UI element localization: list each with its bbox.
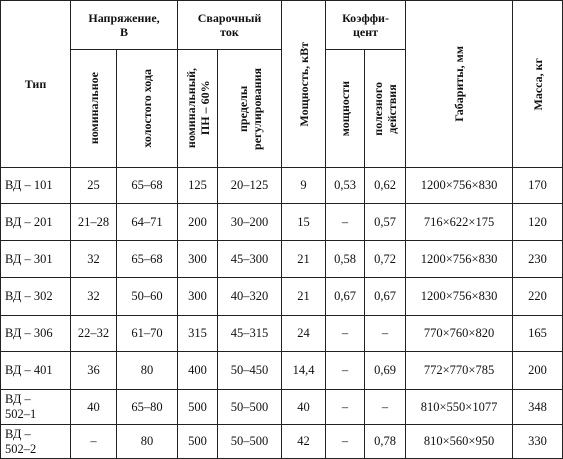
cell-coef-power: – — [326, 390, 365, 425]
header-coef-eff-text — [371, 82, 399, 136]
header-nominal-pn-text — [184, 68, 212, 148]
cell-mass: 165 — [513, 316, 563, 352]
cell-coef-power: – — [326, 352, 365, 390]
cell-coef-power: – — [326, 204, 365, 241]
cell-mass: 120 — [513, 204, 563, 241]
header-voltage — [71, 1, 178, 50]
cell-type: ВД – 301 — [1, 241, 71, 278]
header-voltage-line1: Напряжение, — [88, 11, 160, 25]
cell-idle-voltage: 65–68 — [117, 241, 178, 278]
cell-mass: 330 — [513, 425, 563, 459]
cell-coef-power: 0,53 — [326, 168, 365, 204]
cell-current-limits: 30–200 — [218, 204, 282, 241]
cell-type-line2: 502–1 — [5, 407, 37, 421]
cell-current-limits: 50–500 — [218, 425, 282, 459]
table-row — [1, 278, 563, 316]
cell-current-limits: 50–500 — [218, 390, 282, 425]
cell-coef-efficiency: 0,57 — [365, 204, 406, 241]
header-nominal — [71, 50, 117, 168]
cell-nominal-voltage: 36 — [71, 352, 117, 390]
cell-nominal-voltage: 32 — [71, 241, 117, 278]
cell-dimensions: 716×622×175 — [406, 204, 513, 241]
cell-mass: 348 — [513, 390, 563, 425]
header-type: Тип — [1, 1, 71, 168]
cell-dimensions: 810×550×1077 — [406, 390, 513, 425]
cell-coef-efficiency: 0,67 — [365, 278, 406, 316]
cell-coef-efficiency: 0,69 — [365, 352, 406, 390]
cell-type-line1: ВД – — [5, 392, 31, 406]
cell-nominal-current: 125 — [178, 168, 218, 204]
cell-idle-voltage: 65–80 — [117, 390, 178, 425]
cell-nominal-current: 500 — [178, 390, 218, 425]
cell-power: 42 — [282, 425, 326, 459]
cell-power: 9 — [282, 168, 326, 204]
cell-dimensions: 1200×756×830 — [406, 278, 513, 316]
cell-coef-power: – — [326, 425, 365, 459]
cell-nominal-current: 315 — [178, 316, 218, 352]
cell-nominal-current: 500 — [178, 425, 218, 459]
cell-type: ВД – 401 — [1, 352, 71, 390]
cell-power: 40 — [282, 390, 326, 425]
header-coef-power-text: мощности — [338, 80, 353, 137]
cell-power: 21 — [282, 278, 326, 316]
cell-nominal-voltage: 21–28 — [71, 204, 117, 241]
header-nominal-pn — [178, 50, 218, 168]
header-dimensions — [406, 1, 513, 168]
cell-power: 15 — [282, 204, 326, 241]
cell-coef-power: – — [326, 316, 365, 352]
cell-idle-voltage: 64–71 — [117, 204, 178, 241]
cell-nominal-current: 400 — [178, 352, 218, 390]
cell-type-line2: 502–2 — [5, 441, 37, 456]
cell-dimensions: 770×760×820 — [406, 316, 513, 352]
header-welding-current — [178, 1, 282, 50]
header-voltage-line2: В — [119, 25, 128, 39]
header-dimensions-text: Габариты, мм — [452, 46, 467, 122]
cell-idle-voltage: 80 — [117, 352, 178, 390]
header-limits — [218, 50, 282, 168]
cell-coef-power: 0,58 — [326, 241, 365, 278]
cell-power: 14,4 — [282, 352, 326, 390]
table-row — [1, 390, 563, 425]
table-row — [1, 241, 563, 278]
cell-coef-efficiency: 0,72 — [365, 241, 406, 278]
cell-dimensions: 772×770×785 — [406, 352, 513, 390]
cell-coef-efficiency: 0,62 — [365, 168, 406, 204]
cell-nominal-voltage: 32 — [71, 278, 117, 316]
header-nominal-text: номинальное — [86, 72, 101, 145]
cell-dimensions: 1200×756×830 — [406, 168, 513, 204]
header-coef-power — [326, 50, 365, 168]
cell-idle-voltage: 80 — [117, 425, 178, 459]
cell-idle-voltage: 65–68 — [117, 168, 178, 204]
cell-current-limits: 45–315 — [218, 316, 282, 352]
header-coef-efficiency — [365, 50, 406, 168]
cell-current-limits: 50–450 — [218, 352, 282, 390]
cell-nominal-voltage: 25 — [71, 168, 117, 204]
cell-power: 24 — [282, 316, 326, 352]
cell-dimensions: 1200×756×830 — [406, 241, 513, 278]
header-limits-line2: регулирования — [249, 67, 264, 150]
header-mass-text: Масса, кг — [530, 57, 545, 111]
cell-type-line1: ВД – — [5, 426, 31, 441]
cell-nominal-current: 300 — [178, 241, 218, 278]
cell-type — [1, 390, 71, 425]
cell-mass: 220 — [513, 278, 563, 316]
cell-power: 21 — [282, 241, 326, 278]
cell-dimensions: 810×560×950 — [406, 425, 513, 459]
table-row — [1, 168, 563, 204]
header-power-text: Мощность, кВт — [296, 41, 311, 127]
header-mass — [513, 1, 563, 168]
header-coef-line1: Коэффи- — [342, 11, 389, 25]
header-limits-text — [236, 68, 264, 150]
cell-type: ВД – 201 — [1, 204, 71, 241]
table-row — [1, 204, 563, 241]
cell-current-limits: 45–300 — [218, 241, 282, 278]
cell-nominal-current: 300 — [178, 278, 218, 316]
cell-mass: 170 — [513, 168, 563, 204]
table-row — [1, 352, 563, 390]
header-current-line1: Сварочный — [197, 11, 262, 25]
cell-type: ВД – 306 — [1, 316, 71, 352]
cell-coef-efficiency: – — [365, 390, 406, 425]
cell-current-limits: 40–320 — [218, 278, 282, 316]
cell-idle-voltage: 50–60 — [117, 278, 178, 316]
header-current-line2: ток — [220, 25, 239, 39]
header-nominal-pn-line1: номинальный, — [183, 68, 198, 149]
cell-type: ВД – 302 — [1, 278, 71, 316]
cell-nominal-voltage: – — [71, 425, 117, 459]
cell-type — [1, 425, 71, 459]
cell-coef-efficiency: 0,78 — [365, 425, 406, 459]
header-limits-line1: пределы — [235, 85, 250, 132]
header-coef-line2: цент — [352, 25, 379, 39]
table-row — [1, 425, 563, 459]
table-row — [1, 316, 563, 352]
header-idle-text: холостого хода — [140, 69, 154, 148]
header-coef-eff-line1: полезного — [371, 81, 386, 136]
header-power — [282, 1, 326, 168]
cell-nominal-current: 200 — [178, 204, 218, 241]
cell-coef-efficiency: – — [365, 316, 406, 352]
cell-current-limits: 20–125 — [218, 168, 282, 204]
cell-coef-power: 0,67 — [326, 278, 365, 316]
header-idle — [117, 50, 178, 168]
cell-type: ВД – 101 — [1, 168, 71, 204]
cell-mass: 230 — [513, 241, 563, 278]
cell-nominal-voltage: 40 — [71, 390, 117, 425]
header-coef-eff-line2: действия — [385, 83, 400, 134]
cell-idle-voltage: 61–70 — [117, 316, 178, 352]
header-coefficient — [326, 1, 406, 50]
header-nominal-pn-line2: ПН – 60% — [197, 81, 212, 136]
cell-nominal-voltage: 22–32 — [71, 316, 117, 352]
cell-mass: 200 — [513, 352, 563, 390]
